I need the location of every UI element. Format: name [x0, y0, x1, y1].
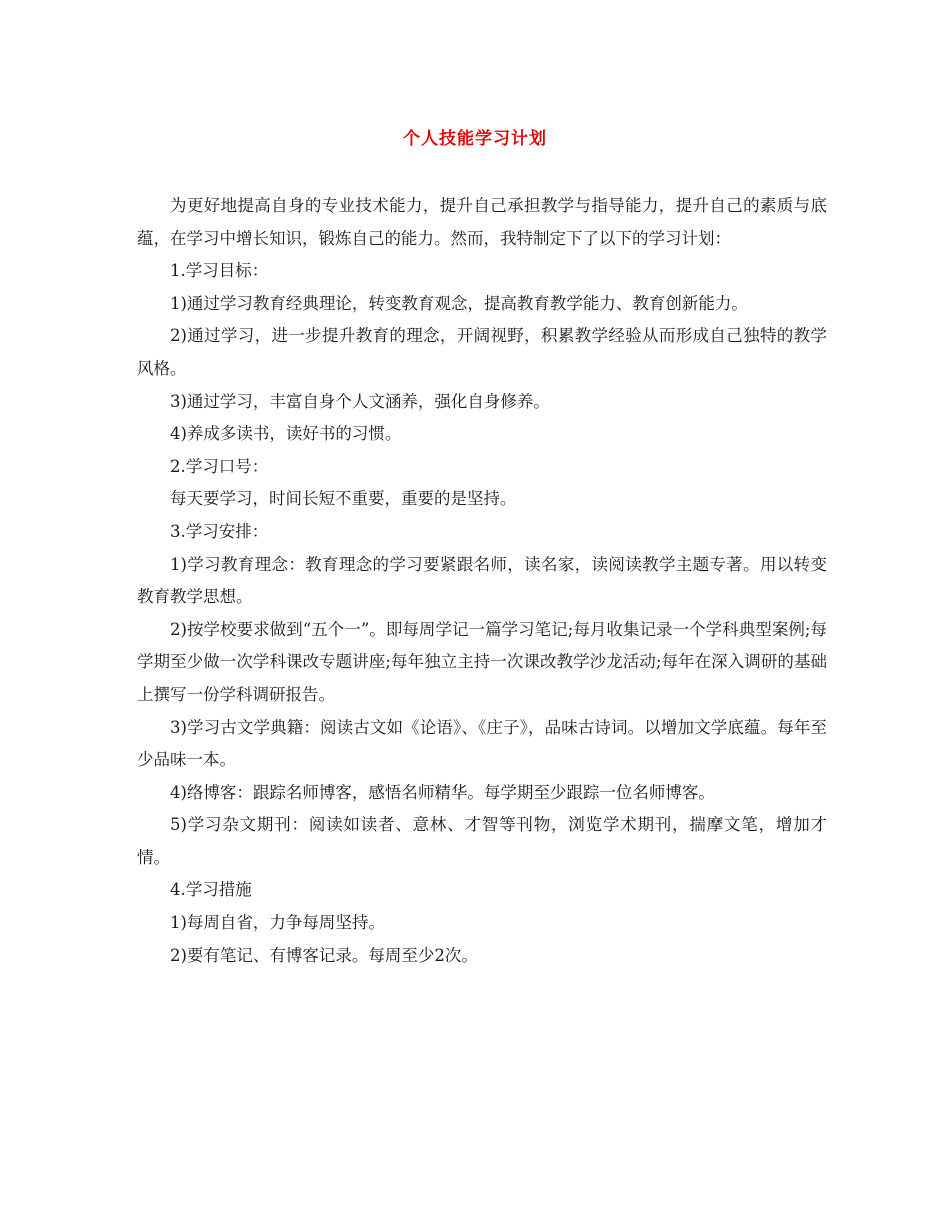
- paragraph: 1)通过学习教育经典理论，转变教育观念，提高教育教学能力、教育创新能力。: [170, 293, 748, 313]
- paragraph: 1)每周自省，力争每周坚持。: [170, 913, 385, 933]
- paragraph: 2)按学校要求做到“五个一”。即每周学记一篇学习笔记;每月收集记录一个学科典型案例;每学期至少做一次学科课改专题讲座;每年独立主持一次课改教学沙龙活动;每年在深入调研的基础上撰写一份学科调研报告。: [137, 619, 827, 704]
- paragraph: 2.学习口号：: [170, 456, 269, 476]
- paragraph: 3)通过学习，丰富自身个人文涵养，强化自身修养。: [170, 391, 550, 411]
- paragraph: 4)养成多读书，读好书的习惯。: [170, 424, 402, 444]
- paragraph: 1)学习教育理念：教育理念的学习要紧跟名师，读名家，读阅读教学主题专著。用以转变教育教学思想。: [137, 554, 827, 607]
- paragraph: 2)通过学习，进一步提升教育的理念，开阔视野，积累教学经验从而形成自己独特的教学风格。: [137, 326, 827, 378]
- paragraph: 3.学习安排：: [170, 521, 269, 541]
- document-title: 个人技能学习计划: [403, 129, 547, 149]
- paragraph: 每天要学习，时间长短不重要，重要的是坚持。: [170, 489, 517, 509]
- paragraph: 4.学习措施: [170, 880, 252, 900]
- paragraph: 为更好地提高自身的专业技术能力，提升自己承担教学与指导能力，提升自己的素质与底蕴，在学习中增长知识，锻炼自己的能力。然而，我特制定下了以下的学习计划：: [137, 196, 827, 248]
- paragraph: 3)学习古文学典籍：阅读古文如《论语》、《庄子》，品味古诗词。以增加文学底蕴。每年至少品味一本。: [137, 717, 827, 770]
- paragraph: 5)学习杂文期刊：阅读如读者、意林、才智等刊物，浏览学术期刊，揣摩文笔，增加才情。: [137, 815, 827, 867]
- paragraph: 4)络博客：跟踪名师博客，感悟名师精华。每学期至少跟踪一位名师博客。: [170, 782, 715, 802]
- document-body: [137, 190, 827, 972]
- paragraph: 2)要有笔记、有博客记录。每周至少2次。: [170, 945, 478, 965]
- paragraph: 1.学习目标：: [170, 261, 269, 281]
